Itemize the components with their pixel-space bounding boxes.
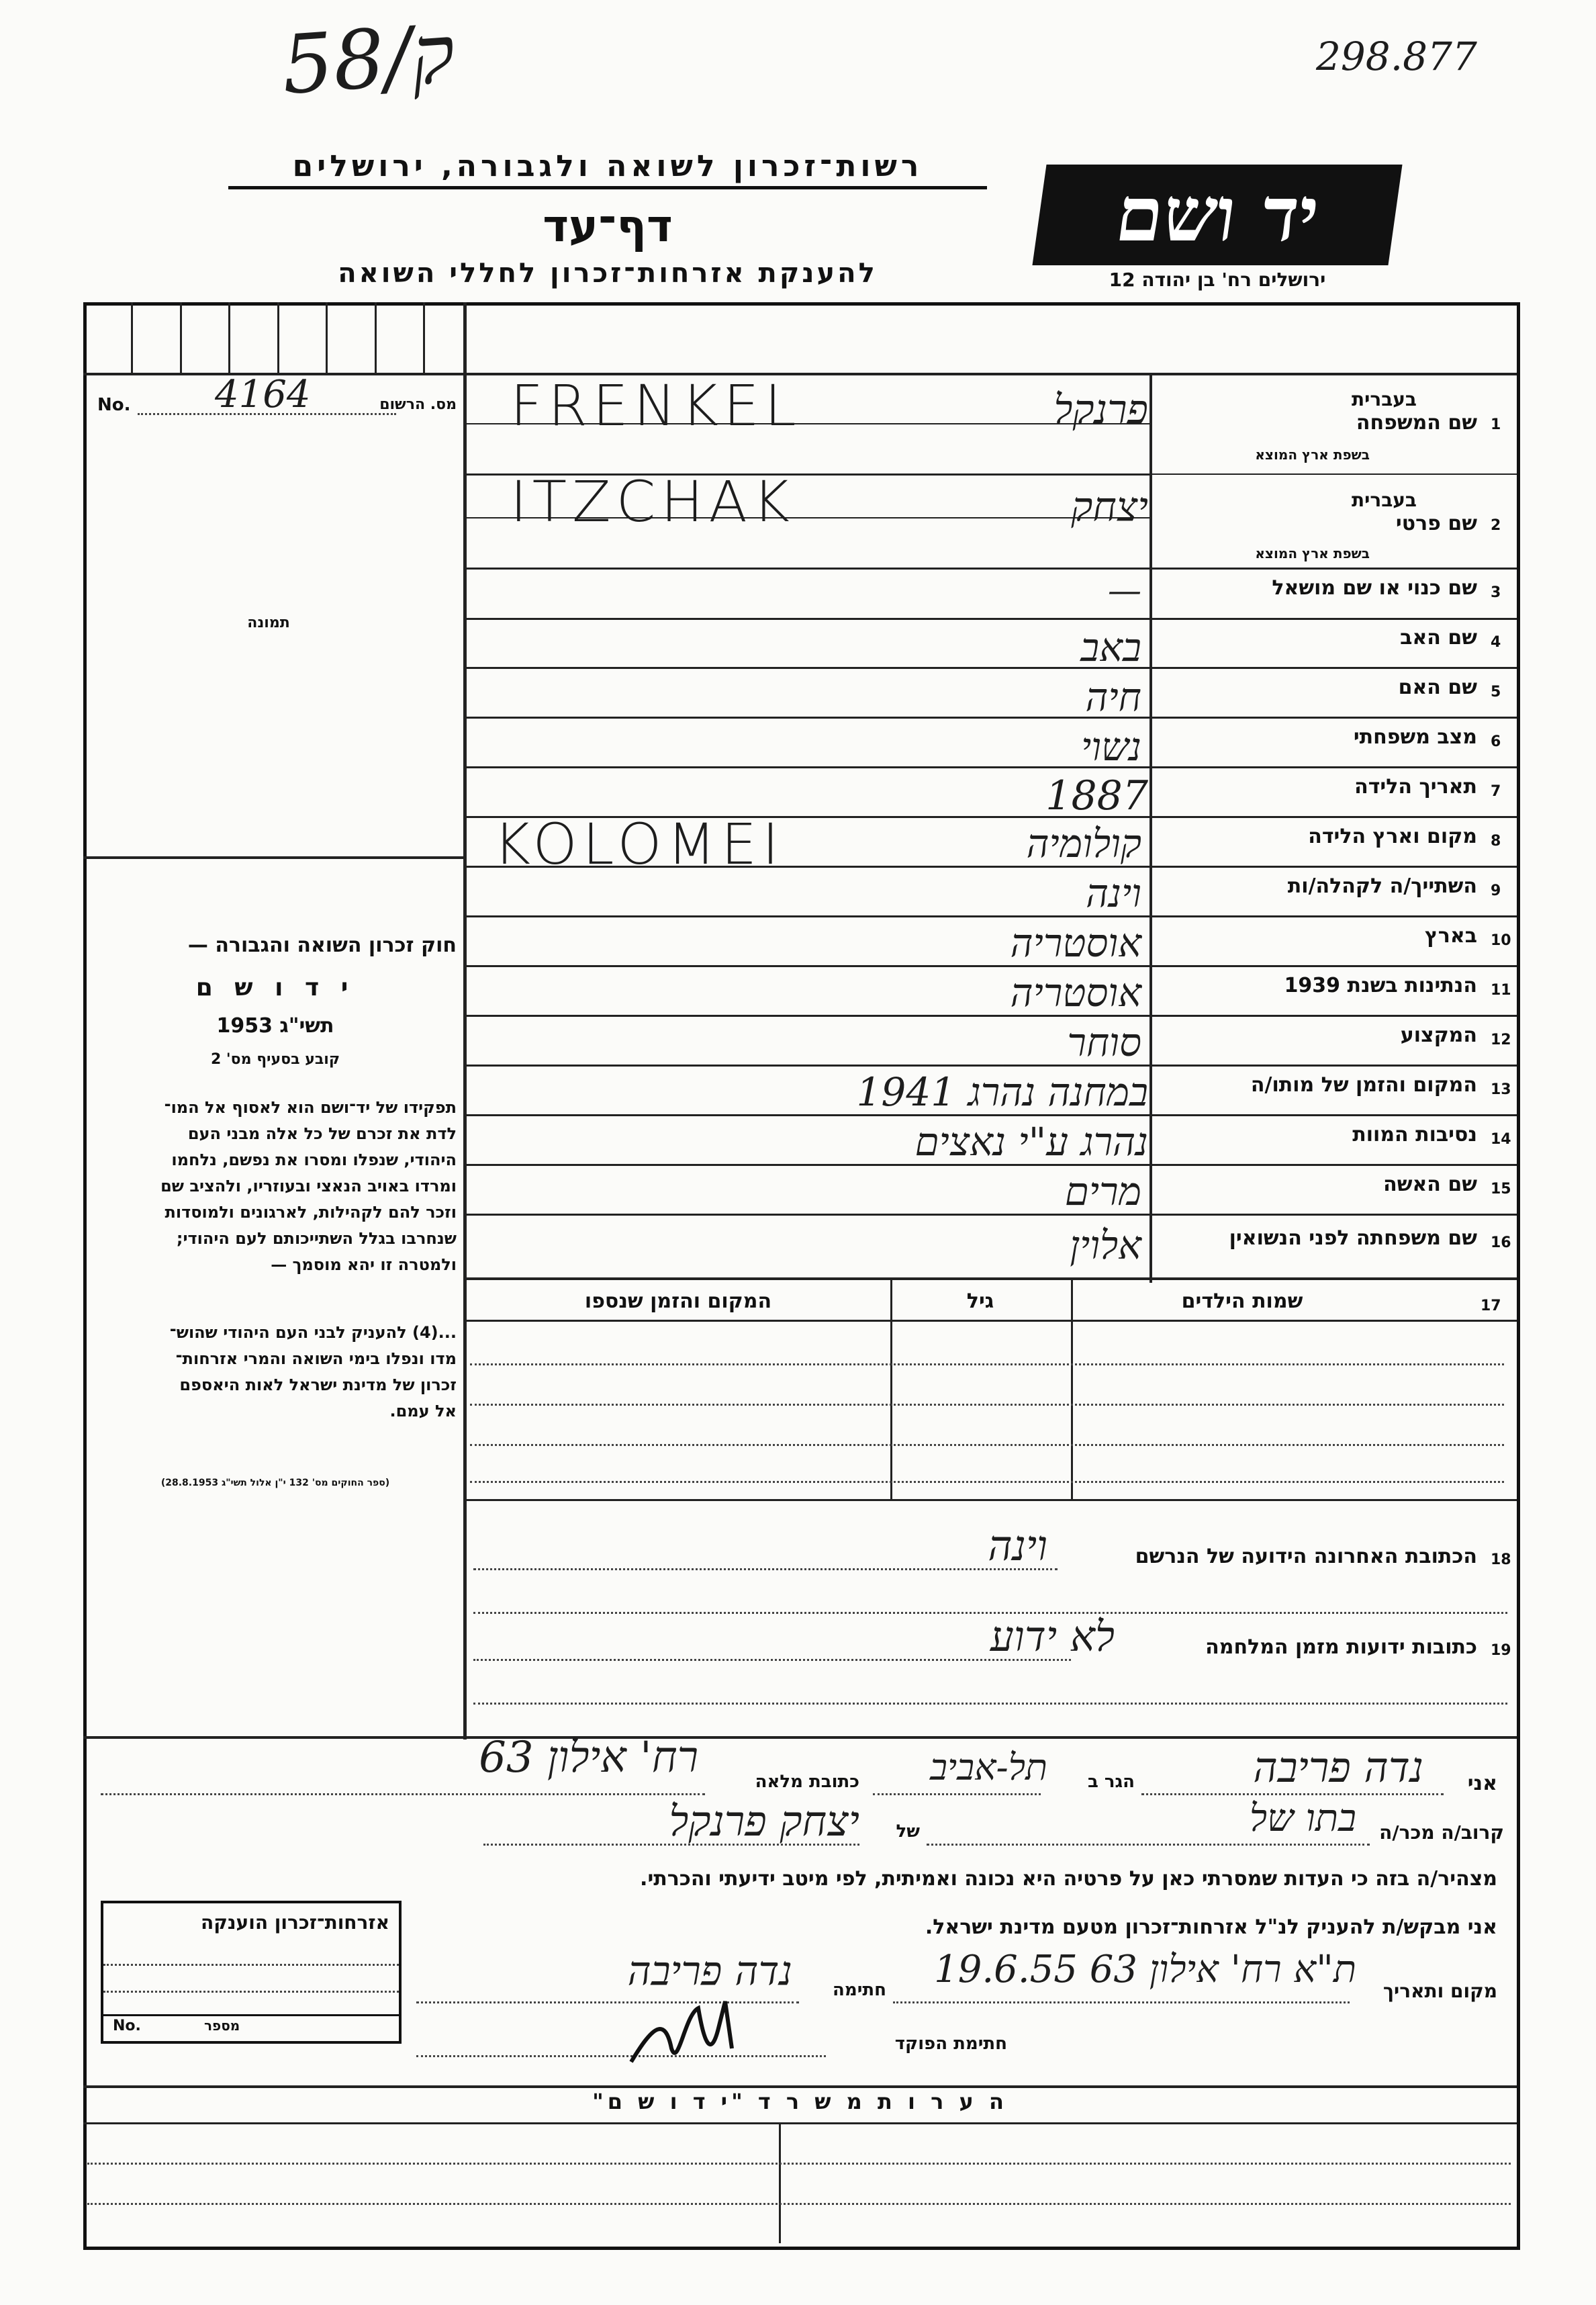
field-value: אוסטריה [1010,970,1141,1015]
field-value: סוחר [1067,1020,1141,1065]
handwritten-reference-number: 298.877 [1316,34,1477,79]
last-address-label: הכתובת האחרונה הידועה של הנרשם [1135,1545,1477,1568]
office-notes-title: ה ע ר ו ת מ ש ר ד "י ד ו ש ם" [592,2089,1008,2114]
field-label: השתייך/ה לקהלה/ות [1287,874,1477,898]
decl-signature-label: חתימה [833,1980,886,2000]
field-number: 7 [1491,783,1501,800]
field-number: 4 [1491,634,1501,651]
decl-of-label: של [896,1821,920,1842]
field-hebrew-tag: בעברית [1351,388,1417,410]
decl-ani: אני [1467,1772,1497,1795]
field-number: 11 [1491,982,1511,999]
last-address-value: וינה [988,1521,1047,1570]
field-number: 3 [1491,584,1501,601]
law-line: לדת את זכרם של כל אלה מבני העם [187,1124,457,1143]
field-label: המקום והזמן של מותו/ה [1250,1073,1477,1097]
law-paragraph-2 [94,1320,457,1425]
form-subtitle: להענקת אזרחות־זכרון לחללי השואה [338,258,878,289]
field-number: 12 [1491,1032,1511,1048]
field-label: שם האב [1400,626,1477,649]
field-label: שם פרטי [1395,512,1477,535]
field-label: שם המשפחה [1356,411,1477,435]
law-line: תפקידו של יד־ושם הוא לאסוף אל המו־ [164,1098,457,1117]
children-place-header: המקום והזמן שנספו [584,1290,772,1313]
field-value: נהרג ע"י נאצים [914,1119,1148,1165]
surname-hebrew: פרנקל [1053,386,1148,433]
decl-signature: נדה פריבה [627,1948,792,1995]
logo-text: יד ושם [1110,171,1325,259]
field-number: 10 [1491,932,1511,949]
field-value: באב [1080,625,1141,670]
citizenship-box-title: אזרחות־זכרון הוענקה [201,1911,389,1934]
field-number: 17 [1481,1298,1501,1314]
logo-address: ירושלים רח' בן יהודה 12 [1109,269,1326,291]
field-label: שם משפחתה לפני הנשואין [1229,1226,1477,1250]
deceased-name: יצחק פרנקל [669,1797,859,1846]
decl-place-date: ת"א רח' אילון 63 19.6.55 [934,1948,1356,1991]
decl-relative-label: קרוב/ה מכר/ה [1379,1821,1504,1844]
declarant-address: רח' אילון 63 [479,1733,698,1782]
field-value: במחנה נהרג 1941 [856,1069,1148,1115]
field-number: 6 [1491,733,1501,750]
given-name-hebrew: יצחק [1071,484,1148,531]
law-citation: (ספר החוקים מס' 132 י"ן אלול תשי"ג 28.8.1953) [160,1478,390,1488]
law-paragraph-1 [94,1095,457,1278]
children-age-header: גיל [966,1290,994,1313]
field-label: שם כנוי או שם מושאל [1272,576,1477,600]
yad-vashem-logo [1032,165,1402,265]
law-line: ומרדו באויב הנאצי ובעוזריו, ולהציב שם [160,1177,457,1195]
given-name-latin: ITZCHAK [510,469,795,535]
field-value: אלוין [1070,1222,1141,1268]
law-year: תשי"ג 1953 [216,1014,334,1038]
field-label: הנתינות בשנת 1939 [1284,974,1477,997]
registration-number: 4164 [215,373,311,416]
birthplace-latin: KOLOMEI [494,811,784,877]
decl-resides-label: הגר ב [1087,1772,1135,1792]
decl-address-label: כתובת מלאה [755,1772,859,1792]
field-label: נסיבות המוות [1352,1123,1477,1146]
field-value: אוסטריה [1010,920,1141,966]
law-line: ולמטרה זו יהא מוסמך — [271,1255,457,1274]
field-hebrew-tag: בעברית [1351,489,1417,511]
field-sub-label: בשפת ארץ המוצא [1255,447,1370,463]
decl-statement-2: אני מבקש/ת להעניק לנ"ל אזרחות־זכרון מטעם מדינת ישראל. [925,1915,1497,1939]
law-line: שנחרבו בגלל השתייכותם לעם היהודי; [176,1229,457,1248]
field-label: שם האשה [1383,1173,1477,1196]
field-number: 19 [1491,1642,1511,1659]
field-label: המקצוע [1400,1024,1477,1047]
field-sub-label: בשפת ארץ המוצא [1255,545,1370,561]
declarant-city: תל-אביב [929,1746,1047,1789]
field-label: בארץ [1424,924,1477,948]
handwritten-archive-mark: ק/58 [279,7,458,113]
field-number: 1 [1491,416,1501,433]
citizenship-no-he: מספר [204,2018,240,2034]
declarant-relation: בתו של [1249,1797,1356,1840]
law-clause: קובע בסעיף מס' 2 [210,1051,340,1068]
registration-no-label-he: מס. הרשום [379,396,457,413]
field-label: מצב משפחתי [1353,725,1477,749]
field-value: נשוי [1081,724,1141,770]
surname-latin: FRENKEL [510,373,802,439]
field-number: 16 [1491,1234,1511,1251]
registration-no-label-en: No. [97,395,131,415]
citizenship-no-en: No. [113,2018,141,2034]
decl-place-date-label: מקום ותאריך [1382,1980,1497,2002]
field-number: 18 [1491,1551,1511,1568]
form-title: דף־עד [543,200,673,252]
field-label: מקום וארץ הלידה [1308,825,1477,848]
field-value: מרים [1064,1169,1141,1214]
citizenship-granted-box [101,1901,402,2044]
officer-signature-label: חתימת הפוקד [894,2034,1007,2054]
field-number: 13 [1491,1081,1511,1098]
field-label: שם האם [1398,676,1477,699]
field-number: 5 [1491,684,1501,700]
authority-name: רשות־זכרון לשואה ולגבורה, ירושלים [228,149,987,189]
wartime-address-label: כתובות ידועות מזמן המלחמה [1205,1635,1477,1659]
field-number: 14 [1491,1131,1511,1148]
field-number: 8 [1491,833,1501,850]
law-title: חוק זכרון השואה והגבורה — [187,934,457,957]
law-line: ...(4) להעניק לבני העם היהודי שהוש־ [169,1323,457,1342]
field-label: תאריך הלידה [1354,775,1477,799]
field-value: — [1108,571,1141,610]
field-number: 9 [1491,883,1501,899]
field-value: חיה [1085,674,1141,720]
law-name: י ד ו ש ם [195,974,355,1001]
field-value: וינה [1086,870,1141,916]
field-number: 2 [1491,517,1501,534]
field-value: 1887 [1045,772,1148,819]
children-names-header: שמות הילדים [1181,1290,1303,1313]
law-line: וזכר להם לקהילות, לארגונים ולמוסדות [165,1203,457,1222]
officer-signature-scribble [624,1988,772,2075]
law-line: זכרון של מדינת ישראל לאות היאספם [179,1375,457,1394]
law-line: אל עמם. [389,1402,457,1420]
field-value: קולומיה [1026,821,1141,866]
decl-statement-1: מצהיר/ה בזה כי העדות שמסרתי כאן על פרטיה היא נכונה ואמיתית, לפי מיטב ידיעתי והכרתי. [640,1867,1497,1891]
declarant-name: נדה פריבה [1253,1743,1423,1792]
law-line: היהודי, שנפלו ומסרו את נפשם, נלחמו [171,1150,457,1169]
photo-label: תמונה [247,615,290,631]
wartime-address-value: לא ידוע [990,1612,1115,1661]
law-line: מדו ונפלו בימי השואה והמרי אזרחות־ [175,1349,457,1368]
field-number: 15 [1491,1181,1511,1197]
